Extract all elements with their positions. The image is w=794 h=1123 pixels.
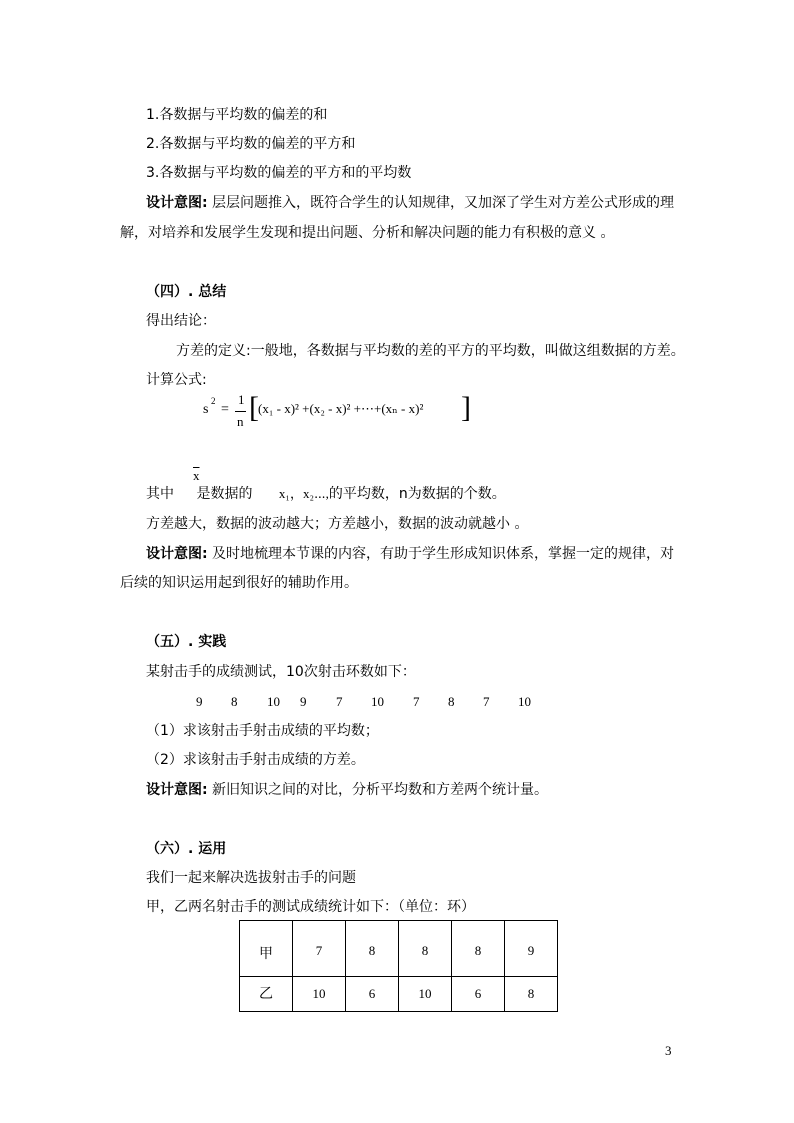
formula-denominator: n [237, 414, 244, 429]
design-intent-3 [146, 780, 548, 800]
design-intent-2-cont: 后续的知识运用起到很好的辅助作用。 [120, 575, 358, 591]
where-c: 的平均数，n为数据的个数。 [328, 486, 506, 502]
formula-exponent: 2 [211, 396, 216, 406]
table-cell: 9 [505, 921, 558, 977]
shot-value: 7 [483, 694, 490, 709]
shot-value: 10 [518, 694, 531, 709]
table-cell: 10 [399, 977, 452, 1012]
variance-formula [203, 392, 483, 434]
table-cell: 8 [452, 921, 505, 977]
design-intent-2 [146, 544, 674, 564]
apply-intro: 我们一起来解决选拔射击手的问题 [146, 870, 356, 886]
where-a: 其中 [146, 486, 174, 502]
table-caption: 甲，乙两名射击手的测试成绩统计如下：（单位：环） [146, 899, 475, 915]
shot-value: 8 [231, 694, 238, 709]
table-cell: 6 [346, 977, 399, 1012]
shooter-intro: 某射击手的成绩测试，10次射击环数如下： [146, 664, 416, 680]
shot-value: 7 [336, 694, 343, 709]
shot-value: 10 [371, 694, 384, 709]
formula-fraction-bar [235, 411, 246, 412]
where-b: 是数据的 [196, 486, 253, 502]
design-intent-text: 及时地梳理本节课的内容，有助于学生形成知识体系，掌握一定的规律，对 [207, 546, 675, 562]
table-cell: 6 [452, 977, 505, 1012]
design-intent-label: 设计意图: [146, 782, 208, 798]
variance-definition: 方差的定义:一般地，各数据与平均数的差的平方的平均数，叫做这组数据的方差。 [176, 343, 685, 359]
table-cell: 8 [399, 921, 452, 977]
table-cell: 10 [293, 977, 346, 1012]
table-cell: 8 [505, 977, 558, 1012]
where-vars: x₁，x₂⋯, [278, 486, 329, 501]
page-number: 3 [665, 1043, 672, 1058]
design-intent-1-cont: 解，对培养和发展学生发现和提出问题、分析和解决问题的能力有积极的意义 。 [120, 225, 615, 241]
question-2: 2.各数据与平均数的偏差的平方和 [146, 136, 356, 152]
formula-label: 计算公式: [146, 372, 207, 388]
design-intent-label: 设计意图: [146, 195, 208, 211]
design-intent-text: 层层问题推入，既符合学生的认知规律，又加深了学生对方差公式形成的理 [207, 195, 675, 211]
variance-rule: 方差越大，数据的波动越大；方差越小，数据的波动就越小 。 [146, 516, 529, 532]
formula-body: (x₁ - x)² +(x₂ - x)² +⋯+(xₙ - x)² [258, 401, 424, 416]
table-row [240, 921, 558, 977]
shot-value: 9 [196, 694, 203, 709]
table-cell: 8 [346, 921, 399, 977]
design-intent-label: 设计意图: [146, 546, 208, 562]
shot-value: 9 [300, 694, 307, 709]
shot-value: 10 [267, 694, 280, 709]
formula-numerator: 1 [238, 392, 245, 407]
row-header: 甲 [240, 921, 293, 977]
row-header: 乙 [240, 977, 293, 1012]
question-3: 3.各数据与平均数的偏差的平方和的平均数 [146, 165, 412, 181]
section-5-title: （五）. 实践 [146, 634, 227, 650]
where-line [146, 484, 506, 504]
shot-value: 7 [413, 694, 420, 709]
formula-equals: = [221, 402, 229, 417]
design-intent-1 [146, 193, 674, 213]
task-1: （1）求该射击手射击成绩的平均数； [146, 723, 379, 739]
formula-right-bracket: ] [461, 391, 471, 424]
scores-table [239, 920, 558, 1012]
xbar-symbol: $\overline{x}$ [193, 468, 200, 483]
section-4-title: （四）. 总结 [146, 284, 227, 300]
task-2: （2）求该射击手射击成绩的方差。 [146, 752, 365, 768]
question-1: 1.各数据与平均数的偏差的和 [146, 107, 328, 123]
formula-s: s [203, 402, 209, 417]
design-intent-text: 新旧知识之间的对比，分析平均数和方差两个统计量。 [207, 782, 549, 798]
formula-left-bracket: [ [249, 391, 259, 424]
section-6-title: （六）. 运用 [146, 841, 227, 857]
conclusion-label: 得出结论： [146, 313, 216, 329]
table-cell: 7 [293, 921, 346, 977]
table-row [240, 977, 558, 1012]
shot-value: 8 [448, 694, 455, 709]
